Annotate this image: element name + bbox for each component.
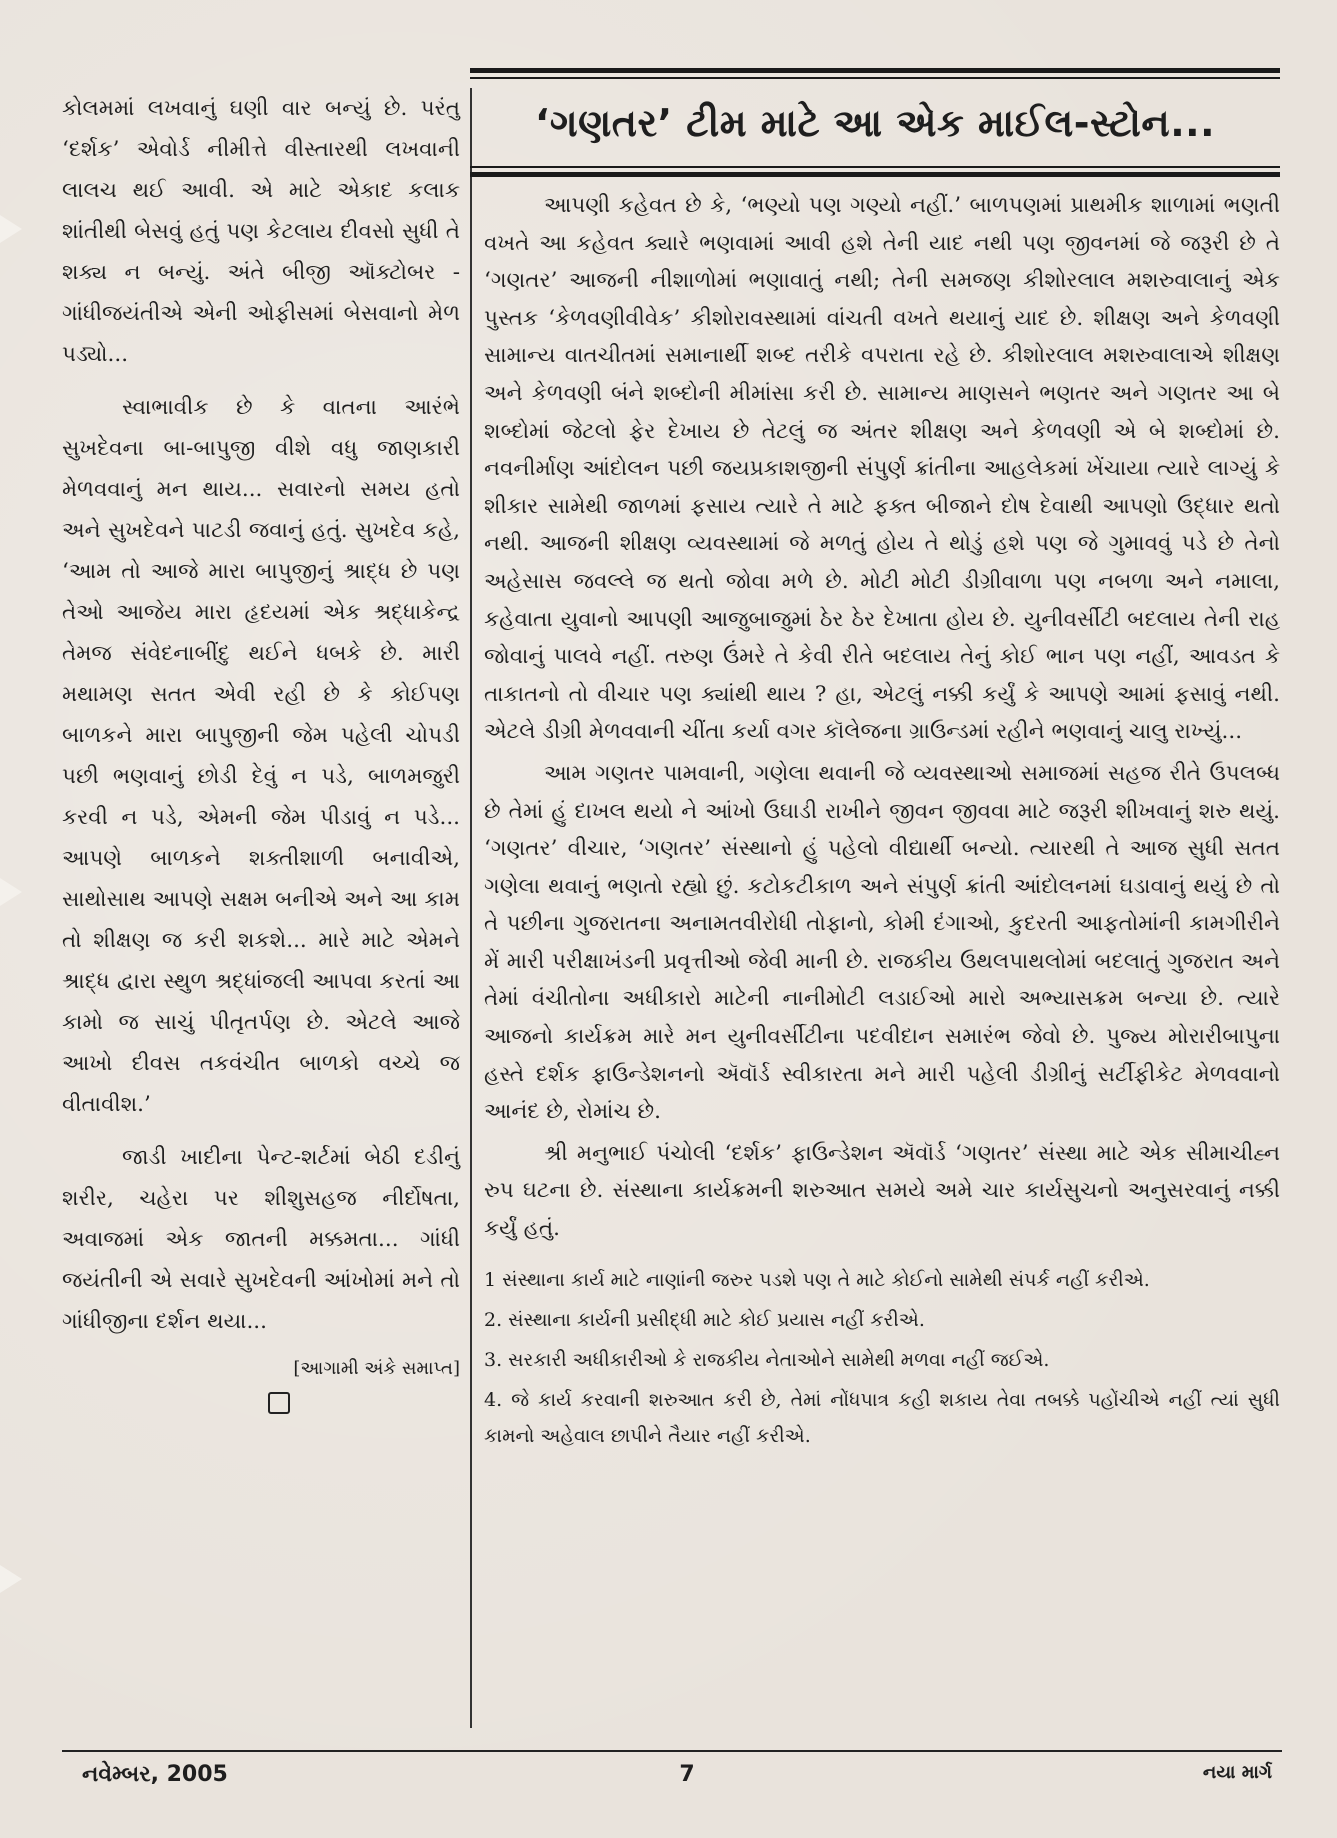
punch-hole-mark [0, 878, 22, 906]
page-footer [62, 1762, 1282, 1802]
page-number: 7 [679, 1762, 695, 1787]
article-body [470, 177, 1280, 1454]
left-column [62, 88, 460, 1414]
article-headline: ‘ગણતર’ ટીમ માટે આ એક માઈલ-સ્ટોન... [534, 101, 1216, 145]
list-item: 2. સંસ્થાના કાર્યની પ્રસીદ્ધી માટે કોઈ પ્રયાસ નહીં કરીએ. [484, 1308, 925, 1331]
end-of-article-mark [268, 1392, 290, 1414]
headline-top-rule [470, 68, 1280, 73]
continued-note: [આગામી અંકે સમાપ્ત] [293, 1358, 460, 1379]
footer-rule [62, 1750, 1282, 1752]
article-paragraph-2: આમ ગણતર પામવાની, ગણેલા થવાની જે વ્યવસ્થાઓ સમાજમાં સહજ રીતે ઉપલબ્ધ છે તેમાં હું દાખલ થયો ને આંખો ઉઘાડી રાખીને જીવન જીવવા માટે જરૂરી શીખવાનું શરુ થયું. ‘ગણતર’ વીચાર, ‘ગણતર’ સંસ્થાનો હું પહેલો વીદ્યાર્થી બન્યો. ત્યારથી તે આજ સુધી સતત ગણેલા થવાનું ભણતો રહ્યો છું. કટોકટીકાળ અને સંપુર્ણ ક્રાંતી આંદોલનમાં ઘડાવાનું થયું છે તો તે પછીના ગુજરાતના અનામતવીરોધી તોફાનો, કોમી દંગાઓ, કુદરતી આફતોમાંની કામગીરીને મેં મારી પરીક્ષાખંડની પ્રવૃત્તીઓ જેવી માની છે. રાજકીય ઉથલપાથલોમાં બદલાતું ગુજરાત અને તેમાં વંચીતોના અધીકારો માટેની નાનીમોટી લડાઈઓ મારો અભ્યાસક્રમ બન્યા છે. ત્યારે આજનો કાર્યક્રમ મારે મન યુનીવર્સીટીના પદવીદાન સમારંભ જેવો છે. પુજ્ય મોરારીબાપુના હસ્તે દર્શક ફાઉન્ડેશનનો ઍવૉર્ડ સ્વીકારતા મને મારી પહેલી ડીગ્રીનું સર્ટીફીકેટ મેળવવાનો આનંદ છે, રોમાંચ છે. [484, 760, 1280, 1125]
list-item: 1 સંસ્થાના કાર્ય માટે નાણાંની જરુર પડશે પણ તે માટે કોઈનો સામેથી સંપર્ક નહીં કરીએ. [484, 1268, 1150, 1291]
punch-hole-mark [0, 215, 22, 243]
resolution-list [484, 1262, 1280, 1454]
issue-date: નવેમ્બર, 2005 [82, 1762, 228, 1787]
article-column [470, 68, 1280, 1458]
article-paragraph-3: શ્રી મનુભાઈ પંચોલી ‘દર્શક’ ફાઉન્ડેશન ઍવૉર્ડ ‘ગણતર’ સંસ્થા માટે એક સીમાચીહ્ન રુપ ઘટના છે. સંસ્થાના કાર્યક્રમની શરુઆત સમયે અમે ચાર કાર્યસુચનો અનુસરવાનું નક્કી કર્યું હતું. [484, 1140, 1280, 1242]
headline-bottom-rule-thin [470, 166, 1280, 168]
left-paragraph-2: સ્વાભાવીક છે કે વાતના આરંભે સુખદેવના બા-બાપુજી વીશે વધુ જાણકારી મેળવવાનું મન થાય... સવારનો સમય હતો અને સુખદેવને પાટડી જવાનું હતું. સુખદેવ કહે, ‘આમ તો આજે મારા બાપુજીનું શ્રાદ્ધ છે પણ તેઓ આજેય મારા હૃદયમાં એક શ્રદ્ધાકેન્દ્ર તેમજ સંવેદનાબીંદુ થઈને ધબકે છે. મારી મથામણ સતત એવી રહી છે કે કોઈપણ બાળકને મારા બાપુજીની જેમ પહેલી ચોપડી પછી ભણવાનું છોડી દેવું ન પડે, બાળમજુરી કરવી ન પડે, એમની જેમ પીડાવું ન પડે... આપણે બાળકને શક્તીશાળી બનાવીએ, સાથોસાથ આપણે સક્ષમ બનીએ અને આ કામ તો શીક્ષણ જ કરી શકશે... મારે માટે એમને શ્રાદ્ધ દ્વારા સ્થુળ શ્રદ્ધાંજલી આપવા કરતાં આ કામો જ સાચું પીતૃતર્પણ છે. એટલે આજે આખો દીવસ તકવંચીત બાળકો વચ્ચે જ વીતાવીશ.’ [62, 395, 460, 1117]
left-paragraph-3: જાડી ખાદીના પેન્ટ-શર્ટમાં બેઠી દડીનું શરીર, ચહેરા પર શીશુસહજ નીર્દોષતા, અવાજમાં એક જાતની મક્કમતા... ગાંધી જયંતીની એ સવારે સુખદેવની આંખોમાં મને તો ગાંધીજીના દર્શન થયા... [62, 1145, 460, 1334]
article-paragraph-1: આપણી કહેવત છે કે, ‘ભણ્યો પણ ગણ્યો નહીં.’ બાળપણમાં પ્રાથમીક શાળામાં ભણતી વખતે આ કહેવત ક્યારે ભણવામાં આવી હશે તેની યાદ નથી પણ જીવનમાં જે જરૂરી છે તે ‘ગણતર’ આજની નીશાળોમાં ભણાવાતું નથી; તેની સમજણ કીશોરલાલ મશરુવાલાનું એક પુસ્તક ‘કેળવણીવીવેક’ કીશોરાવસ્થામાં વાંચતી વખતે થયાનું યાદ છે. શીક્ષણ અને કેળવણી સામાન્ય વાતચીતમાં સમાનાર્થી શબ્દ તરીકે વપરાતા રહે છે. કીશોરલાલ મશરુવાલાએ શીક્ષણ અને કેળવણી બંને શબ્દોની મીમાંસા કરી છે. સામાન્ય માણસને ભણતર અને ગણતર આ બે શબ્દોમાં જેટલો ફેર દેખાય છે તેટલું જ અંતર શીક્ષણ અને કેળવણી એ બે શબ્દોમાં છે. નવનીર્માણ આંદોલન પછી જયપ્રકાશજીની સંપુર્ણ ક્રાંતીના આહલેકમાં ખેંચાયા ત્યારે લાગ્યું કે શીકાર સામેથી જાળમાં ફસાય ત્યારે તે માટે ફક્ત બીજાને દોષ દેવાથી આપણો ઉદ્ધાર થતો નથી. આજની શીક્ષણ વ્યવસ્થામાં જે મળતું હોય તે થોડું હશે પણ જે ગુમાવવું પડે છે તેનો અહેસાસ જવલ્લે જ થતો જોવા મળે છે. મોટી મોટી ડીગ્રીવાળા પણ નબળા અને નમાલા, કહેવાતા યુવાનો આપણી આજુબાજુમાં ઠેર ઠેર દેખાતા હોય છે. યુનીવર્સીટી બદલાય તેની રાહ જોવાનું પાલવે નહીં. તરુણ ઉંમરે તે કેવી રીતે બદલાય તેનું કોઈ ભાન પણ નહીં, આવડત કે તાકાતનો તો વીચાર પણ ક્યાંથી થાય ? હા, એટલું નક્કી કર્યું કે આપણે આમાં ફસાવું નથી. એટલે ડીગ્રી મેળવવાની ચીંતા કર્યા વગર કૉલેજના ગ્રાઉન્ડમાં રહીને ભણવાનું ચાલુ રાખ્યું... [484, 193, 1280, 745]
magazine-name: નયા માર્ગ [1202, 1762, 1272, 1783]
punch-hole-mark [0, 1565, 22, 1593]
list-item: 3. સરકારી અધીકારીઓ કે રાજકીય નેતાઓને સામેથી મળવા નહીં જઈએ. [484, 1348, 1050, 1371]
left-paragraph-1: કોલમમાં લખવાનું ઘણી વાર બન્યું છે. પરંતુ ‘દર્શક’ એવોર્ડ નીમીત્તે વીસ્તારથી લખવાની લાલચ થઈ આવી. એ માટે એકાદ કલાક શાંતીથી બેસવું હતું પણ કેટલાય દીવસો સુધી તે શક્ય ન બન્યું. અંતે બીજી ઑક્ટોબર - ગાંધીજયંતીએ એની ઓફીસમાં બેસવાનો મેળ પડ્યો... [62, 96, 460, 367]
list-item: 4. જે કાર્ય કરવાની શરુઆત કરી છે, તેમાં નોંધપાત્ર કહી શકાય તેવા તબક્કે પહોંચીએ નહીં ત્યાં સુધી કામનો અહેવાલ છાપીને તૈયાર નહીં કરીએ. [484, 1388, 1280, 1447]
